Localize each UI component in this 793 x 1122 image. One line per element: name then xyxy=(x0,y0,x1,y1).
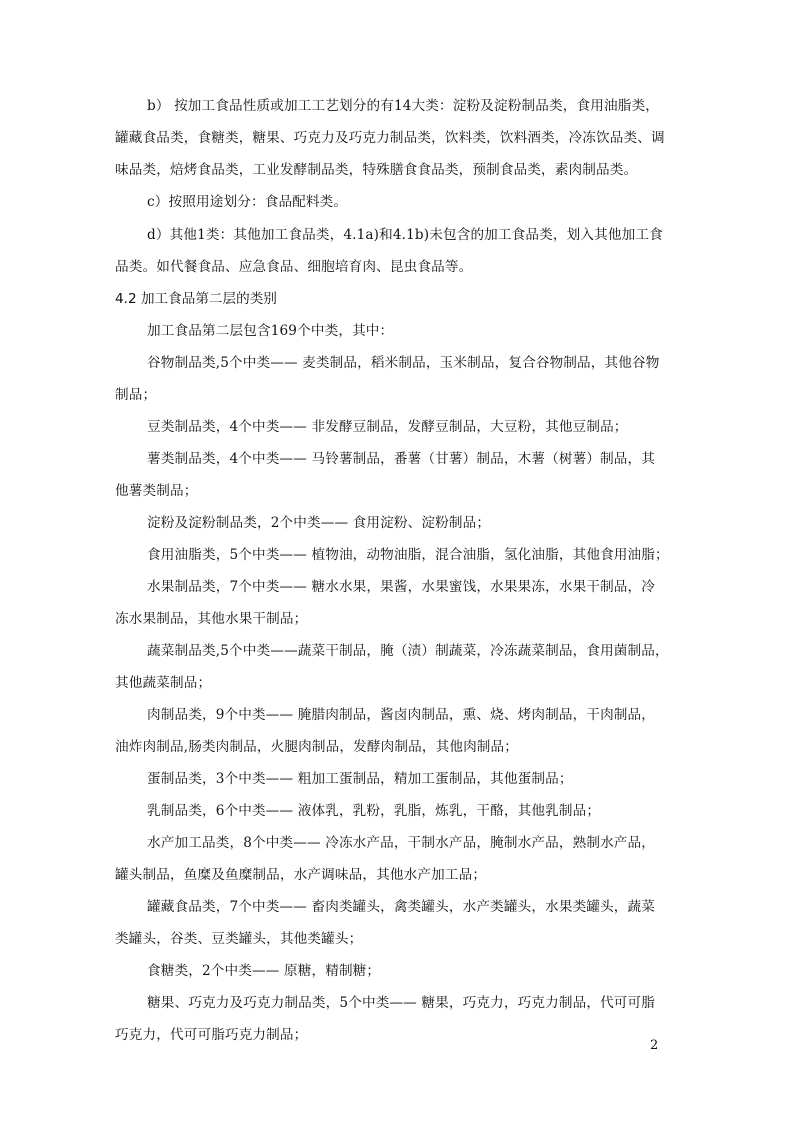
list-item-line1: 薯类制品类，4个中类—— 马铃薯制品，番薯（甘薯）制品，木薯（树薯）制品，其 xyxy=(147,451,656,467)
list-item-line1: 淀粉及淀粉制品类，2个中类—— 食用淀粉、淀粉制品； xyxy=(147,515,491,531)
paragraph-b-line1: b） 按加工食品性质或加工工艺划分的有14大类：淀粉及淀粉制品类，食用油脂类， xyxy=(147,98,659,114)
list-item-line2: 罐头制品，鱼糜及鱼糜制品，水产调味品，其他水产加工品； xyxy=(115,867,487,883)
list-item-line1: 谷物制品类,5个中类—— 麦类制品，稻米制品，玉米制品，复合谷物制品，其他谷物 xyxy=(147,355,660,371)
list-item-line1: 肉制品类，9个中类—— 腌腊肉制品，酱卤肉制品，熏、烧、烤肉制品，干肉制品， xyxy=(147,707,656,723)
list-item-line2: 类罐头，谷类、豆类罐头，其他类罐头； xyxy=(115,931,363,947)
list-item-line1: 蔬菜制品类,5个中类——蔬菜干制品，腌（渍）制蔬菜，冷冻蔬菜制品，食用菌制品， xyxy=(147,643,669,659)
page-number: 2 xyxy=(650,1038,659,1053)
list-item-line1: 豆类制品类，4个中类—— 非发酵豆制品，发酵豆制品，大豆粉，其他豆制品； xyxy=(147,419,628,435)
paragraph-d-line2: 品类。如代餐食品、应急食品、细胞培育肉、昆虫食品等。 xyxy=(115,259,473,275)
list-item-line2: 他薯类制品； xyxy=(115,483,198,499)
paragraph-d-line1: d）其他1类：其他加工食品类，4.1a)和4.1b)未包含的加工食品类，划入其他加工食 xyxy=(147,227,663,243)
paragraph-b-line2: 罐藏食品类，食糖类，糖果、巧克力及巧克力制品类，饮料类，饮料酒类，冷冻饮品类、调 xyxy=(115,130,665,146)
section-intro: 加工食品第二层包含169个中类，其中： xyxy=(147,323,394,339)
list-item-line1: 糖果、巧克力及巧克力制品类，5个中类—— 糖果，巧克力，巧克力制品，代可可脂 xyxy=(147,995,656,1011)
paragraph-c: c）按照用途划分：食品配料类。 xyxy=(147,194,348,210)
list-item-line2: 油炸肉制品,肠类肉制品，火腿肉制品，发酵肉制品，其他肉制品； xyxy=(115,739,519,755)
list-item-line1: 食糖类，2个中类—— 原糖，精制糖； xyxy=(147,963,381,979)
list-item-line1: 罐藏食品类，7个中类—— 畜肉类罐头，禽类罐头，水产类罐头，水果类罐头，蔬菜 xyxy=(147,899,656,915)
list-item-line1: 乳制品类，6个中类—— 液体乳，乳粉，乳脂，炼乳，干酪，其他乳制品； xyxy=(147,803,601,819)
list-item-line1: 蛋制品类，3个中类—— 粗加工蛋制品，精加工蛋制品，其他蛋制品； xyxy=(147,771,573,787)
list-item-line2: 其他蔬菜制品； xyxy=(115,675,212,691)
list-item-line1: 水果制品类，7个中类—— 糖水水果，果酱，水果蜜饯，水果果冻，水果干制品，冷 xyxy=(147,579,656,595)
list-item-line2: 巧克力，代可可脂巧克力制品； xyxy=(115,1027,308,1043)
list-item-line1: 水产加工品类，8个中类—— 冷冻水产品，干制水产品，腌制水产品，熟制水产品， xyxy=(147,835,656,851)
list-item-line2: 冻水果制品，其他水果干制品； xyxy=(115,611,308,627)
list-item-line1: 食用油脂类，5个中类—— 植物油，动物油脂，混合油脂，氢化油脂，其他食用油脂； xyxy=(147,547,669,563)
section-heading: 4.2 加工食品第二层的类别 xyxy=(115,291,277,307)
paragraph-b-line3: 味品类，焙烤食品类，工业发酵制品类，特殊膳食食品类，预制食品类，素肉制品类。 xyxy=(115,162,638,178)
list-item-line2: 制品； xyxy=(115,387,157,403)
